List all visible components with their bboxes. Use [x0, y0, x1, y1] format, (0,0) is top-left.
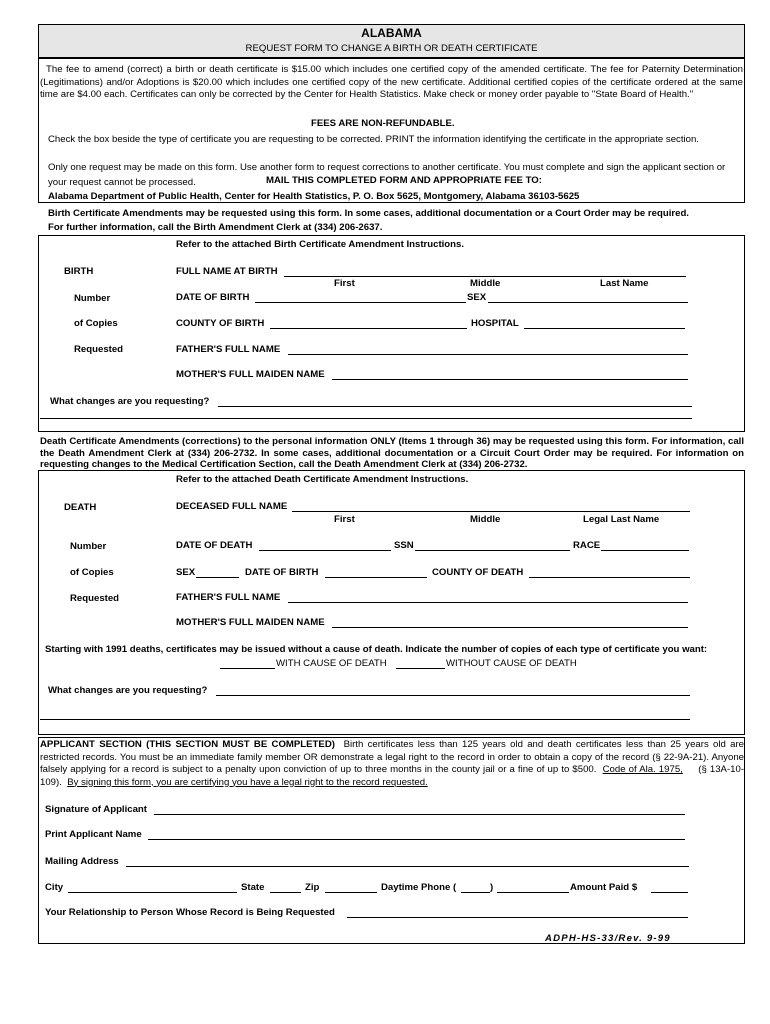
- applicant-text: [40, 739, 744, 789]
- applicant-heading: APPLICANT SECTION (THIS SECTION MUST BE COMPLETED): [40, 739, 335, 750]
- death-county-field[interactable]: [529, 577, 690, 578]
- amount-paid-label: Amount Paid $: [570, 882, 638, 893]
- mailing-address-field[interactable]: [126, 866, 689, 867]
- fee-text: The fee to amend (correct) a birth or death certificate is $15.00 which includes one certified copy of the amended certificate. The fee for Paternity Determination (Legitimations) and/or Adoptions is $20.00 which includes one certified copy of the new certificate. Additional certified copies of the certificate ordered at the same time are $4.00 each. Certificates can only be corrected by the Center for Health Statistics. Make check or money order payable to "State Board of Health.": [40, 64, 743, 101]
- death-first-label: First: [334, 514, 355, 525]
- death-side-requested: Requested: [70, 593, 120, 604]
- print-name-label: Print Applicant Name: [45, 829, 142, 840]
- death-changes-field-2[interactable]: [40, 719, 690, 720]
- birth-hospital-label: HOSPITAL: [471, 318, 519, 329]
- birth-changes-field[interactable]: [218, 406, 692, 407]
- death-mother-label: MOTHER'S FULL MAIDEN NAME: [176, 617, 325, 628]
- death-deceased-label: DECEASED FULL NAME: [176, 501, 288, 512]
- with-cause-copies-field[interactable]: [220, 668, 275, 669]
- birth-side-title: BIRTH: [64, 266, 94, 277]
- birth-first-label: First: [334, 278, 355, 289]
- death-sex-label: SEX: [176, 567, 196, 578]
- birth-dob-field[interactable]: [255, 302, 466, 303]
- mailing-address-label: Mailing Address: [45, 856, 119, 867]
- death-deceased-field[interactable]: [292, 511, 690, 512]
- birth-father-label: FATHER'S FULL NAME: [176, 344, 281, 355]
- birth-changes-label: What changes are you requesting?: [50, 396, 210, 407]
- signature-label: Signature of Applicant: [45, 804, 147, 815]
- one-request-text: Only one request may be made on this form. Use another form to request corrections to another certificate. You must complete and sign the applicant section or your request cannot be processed.: [48, 162, 726, 188]
- relationship-label: Your Relationship to Person Whose Record is Being Requested: [45, 907, 335, 918]
- death-info-text: Death Certificate Amendments (corrections) to the personal information ONLY (Items 1 through 36) may be requested using this form. For information, call the Death Amendment Clerk at (334) 206-2732. In some cases, additional documentation or a Circuit Court Order may be required. For information on requesting changes to the Medical Certification Section, call the Death Amendment Clerk at (334) 206-2732.: [40, 436, 744, 470]
- city-field[interactable]: [68, 892, 237, 893]
- nonrefundable-text: FEES ARE NON-REFUNDABLE.: [311, 118, 455, 129]
- death-race-field[interactable]: [601, 550, 689, 551]
- death-dob-label: DATE OF BIRTH: [245, 567, 319, 578]
- birth-info-line2: For further information, call the Birth Amendment Clerk at (334) 206-2637.: [48, 222, 383, 233]
- birth-county-field[interactable]: [270, 328, 467, 329]
- death-changes-label: What changes are you requesting?: [48, 685, 208, 696]
- birth-hospital-field[interactable]: [524, 328, 685, 329]
- birth-full-name-label: FULL NAME AT BIRTH: [176, 266, 278, 277]
- mail-instruction: MAIL THIS COMPLETED FORM AND APPROPRIATE FEE TO:: [266, 175, 542, 186]
- zip-field[interactable]: [325, 892, 377, 893]
- death-changes-field[interactable]: [216, 695, 690, 696]
- birth-father-field[interactable]: [288, 354, 688, 355]
- death-legal-last-label: Legal Last Name: [583, 514, 660, 525]
- birth-full-name-field[interactable]: [284, 276, 686, 277]
- amount-paid-field[interactable]: [651, 892, 688, 893]
- birth-side-number: Number: [74, 293, 111, 304]
- form-title: REQUEST FORM TO CHANGE A BIRTH OR DEATH CERTIFICATE: [245, 43, 538, 54]
- death-cause-text: Starting with 1991 deaths, certificates may be issued without a cause of death. Indicate the number of copies of each type of certificate you want:: [45, 644, 708, 655]
- death-dod-field[interactable]: [259, 550, 391, 551]
- death-father-label: FATHER'S FULL NAME: [176, 592, 281, 603]
- birth-dob-label: DATE OF BIRTH: [176, 292, 250, 303]
- birth-mother-field[interactable]: [332, 379, 688, 380]
- without-cause-label: WITHOUT CAUSE OF DEATH: [446, 658, 577, 669]
- death-race-label: RACE: [573, 540, 601, 551]
- phone-label: Daytime Phone (: [381, 882, 457, 893]
- death-instructions: Refer to the attached Death Certificate Amendment Instructions.: [176, 474, 469, 485]
- birth-side-requested: Requested: [74, 344, 124, 355]
- with-cause-label: WITH CAUSE OF DEATH: [276, 658, 387, 669]
- death-middle-label: Middle: [470, 514, 501, 525]
- phone-close-paren: ): [490, 882, 494, 893]
- state-title: ALABAMA: [361, 26, 422, 40]
- without-cause-copies-field[interactable]: [396, 668, 445, 669]
- birth-side-copies: of Copies: [74, 318, 118, 329]
- phone-area-code-field[interactable]: [461, 892, 490, 893]
- mailing-address: Alabama Department of Public Health, Center for Health Statistics, P. O. Box 5625, Montgomery, Alabama 36103-5625: [48, 191, 580, 202]
- death-mother-field[interactable]: [332, 627, 688, 628]
- death-ssn-field[interactable]: [415, 550, 570, 551]
- certify-text: By signing this form, you are certifying you have a legal right to the record requested.: [67, 776, 428, 788]
- death-side-number: Number: [70, 541, 107, 552]
- zip-label: Zip: [305, 882, 320, 893]
- death-dob-field[interactable]: [325, 577, 427, 578]
- death-ssn-label: SSN: [394, 540, 414, 551]
- birth-sex-field[interactable]: [488, 302, 688, 303]
- form-number: ADPH-HS-33/Rev. 9-99: [545, 933, 671, 944]
- death-side-copies: of Copies: [70, 567, 114, 578]
- code-of-ala-ref: Code of Ala. 1975,: [602, 764, 683, 775]
- relationship-field[interactable]: [347, 917, 688, 918]
- death-county-label: COUNTY OF DEATH: [432, 567, 524, 578]
- check-box-instructions: Check the box beside the type of certificate you are requesting to be corrected. PRINT the information identifying the certificate in the appropriate section.: [48, 134, 699, 145]
- birth-county-label: COUNTY OF BIRTH: [176, 318, 265, 329]
- applicant-restriction-text: Birth certificates less than 125 years old and death certificates less than 25 years old are restricted records. You must be an immediate family member OR demonstrate a legal right to the record in order to obtain a copy of the record (§ 22-9A-21). Anyone falsely applying for a record is subject to a penalty upon conviction of up to three months in the county jail or a fine of up to $500.: [40, 739, 744, 775]
- death-side-title: DEATH: [64, 502, 97, 513]
- death-sex-field[interactable]: [196, 577, 239, 578]
- state-field[interactable]: [270, 892, 301, 893]
- birth-info-line1: Birth Certificate Amendments may be requested using this form. In some cases, additional documentation or a Court Order may be required.: [48, 208, 689, 219]
- birth-instructions: Refer to the attached Birth Certificate Amendment Instructions.: [176, 239, 465, 250]
- section-ref: (§ 13A-10-109).: [40, 764, 745, 788]
- phone-number-field[interactable]: [497, 892, 569, 893]
- birth-sex-label: SEX: [467, 292, 487, 303]
- birth-middle-label: Middle: [470, 278, 501, 289]
- city-label: City: [45, 882, 64, 893]
- birth-changes-field-2[interactable]: [40, 418, 692, 419]
- print-name-field[interactable]: [148, 839, 685, 840]
- birth-last-name-label: Last Name: [600, 278, 649, 289]
- birth-mother-label: MOTHER'S FULL MAIDEN NAME: [176, 369, 325, 380]
- death-father-field[interactable]: [288, 602, 688, 603]
- death-dod-label: DATE OF DEATH: [176, 540, 253, 551]
- signature-field[interactable]: [154, 814, 685, 815]
- state-label: State: [241, 882, 265, 893]
